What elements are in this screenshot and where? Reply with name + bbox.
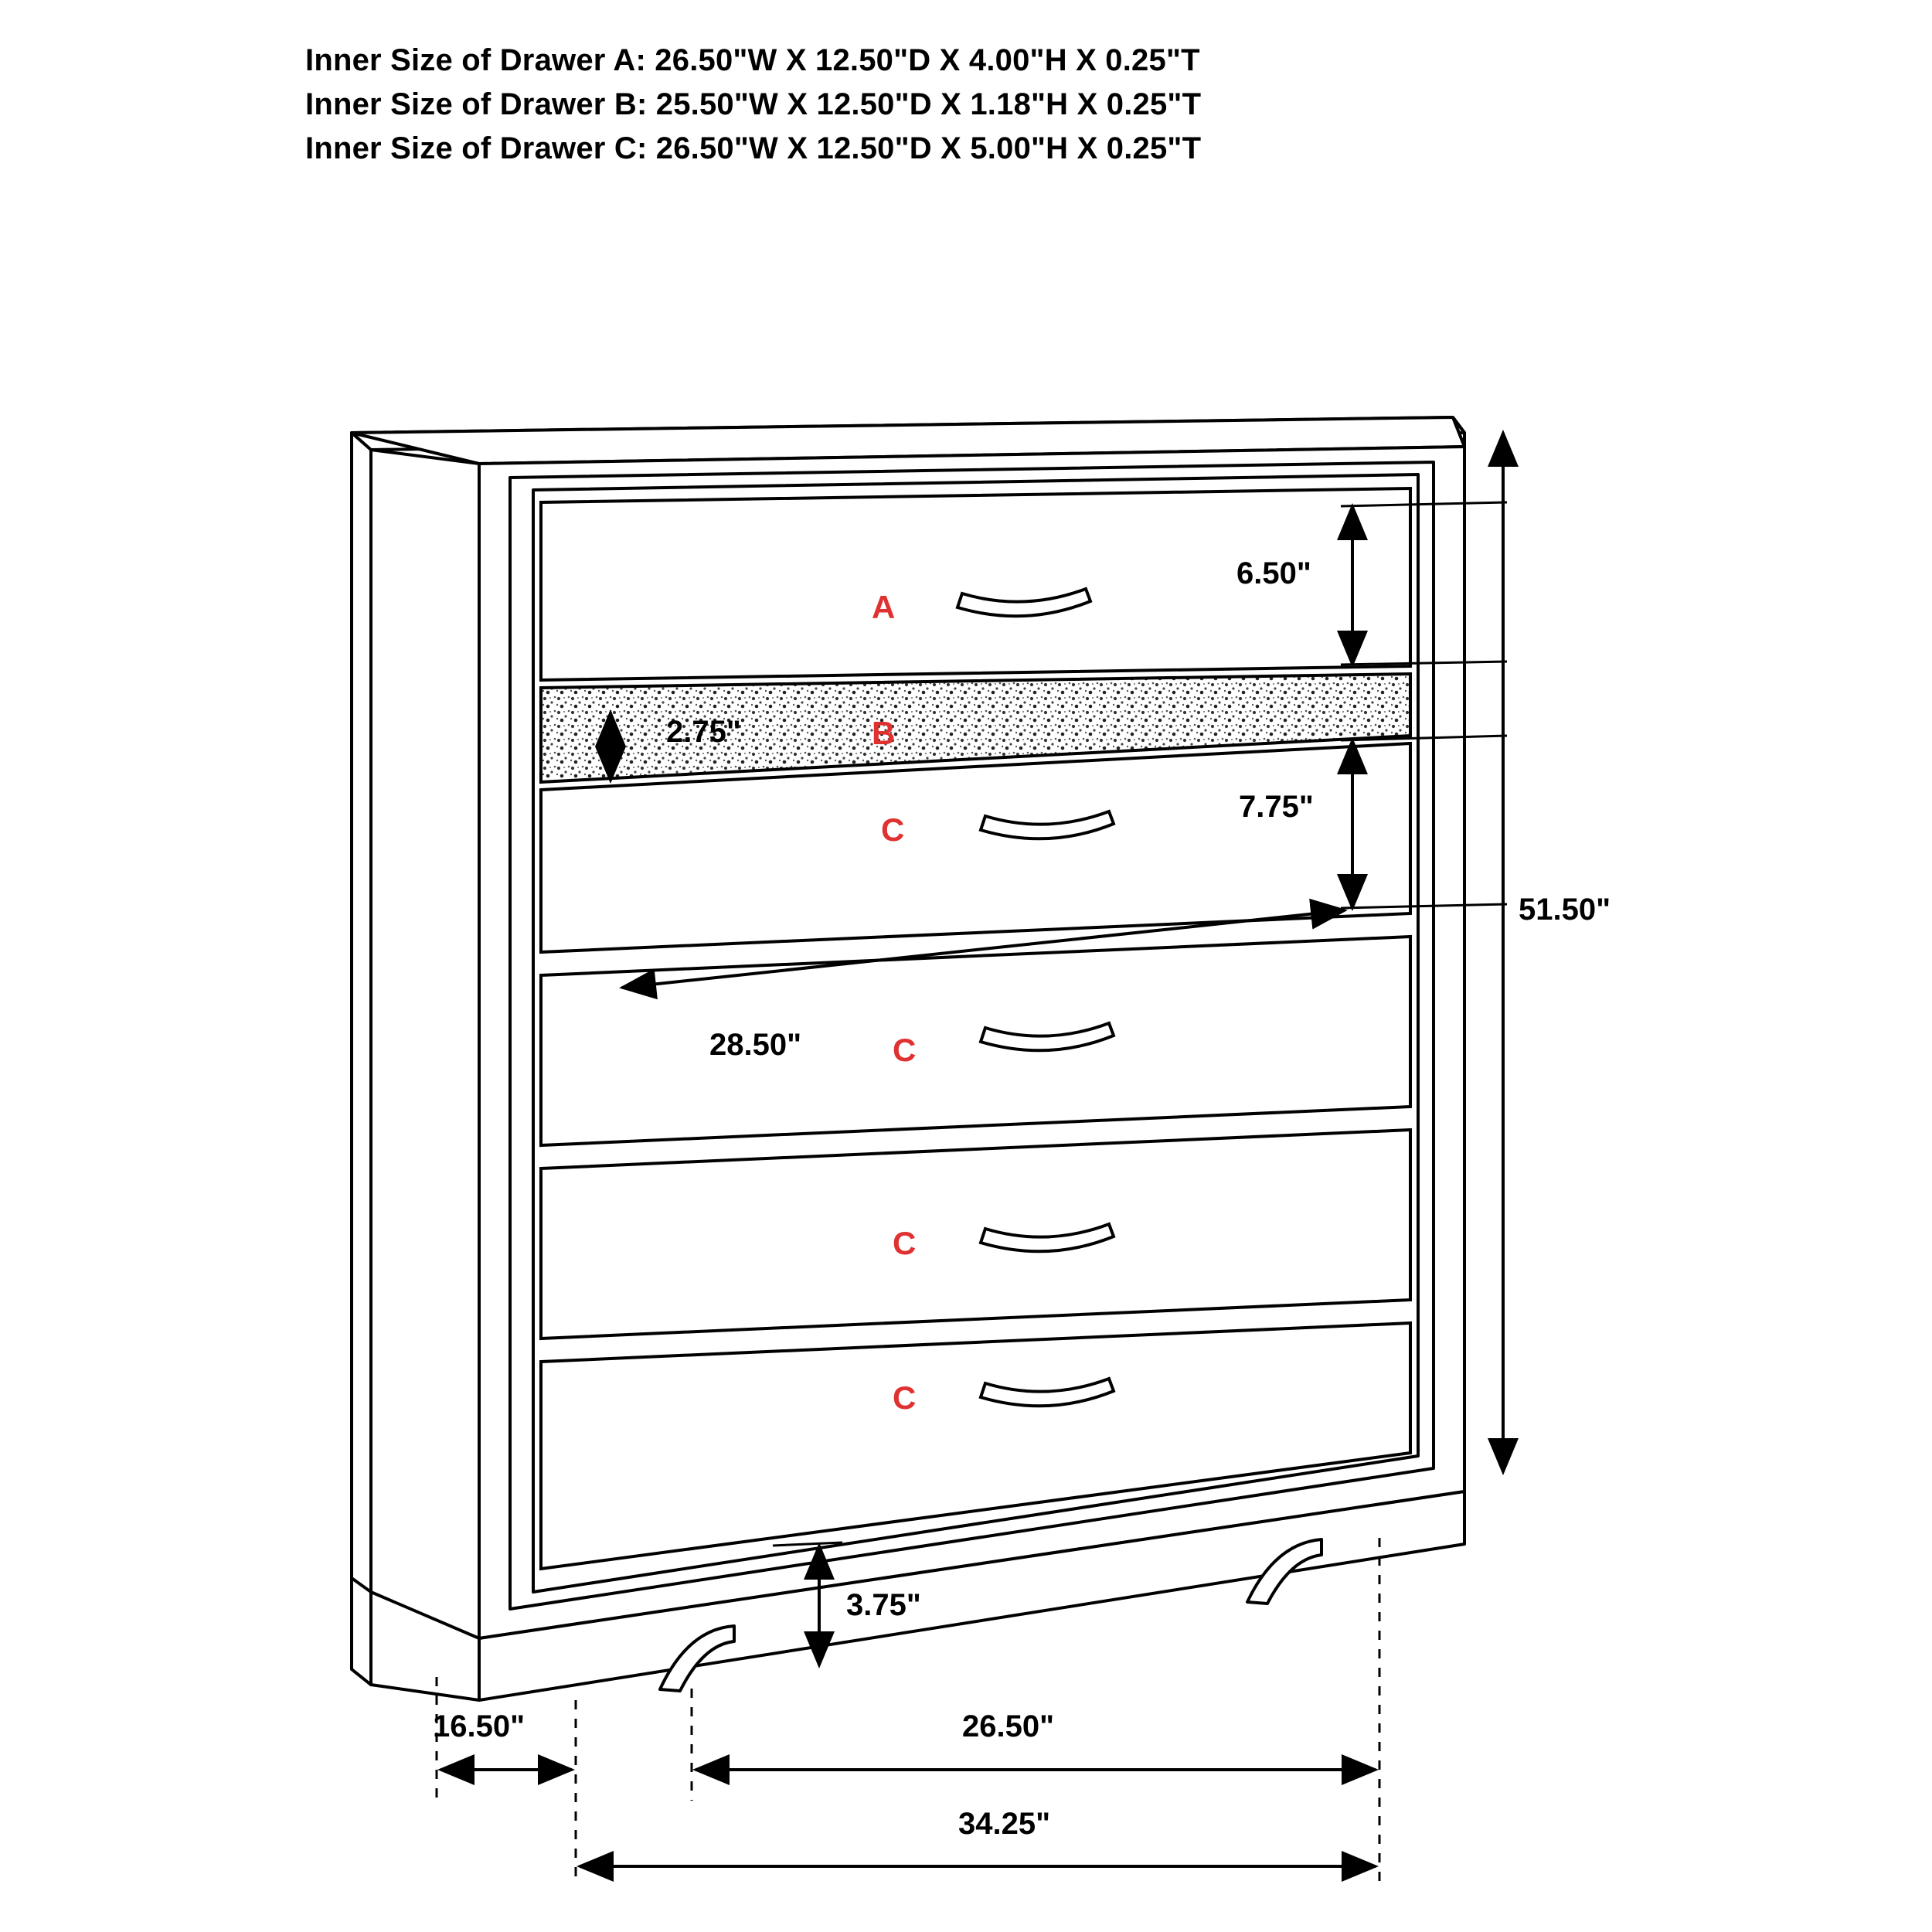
dim-label-drawer-b-height: 2.75" [666, 715, 741, 749]
drawer-front-c3 [541, 1130, 1410, 1338]
spec-line-drawer-b: Inner Size of Drawer B: 25.50"W X 12.50"D X 1.18"H X 0.25"T [305, 87, 1202, 121]
drawer-fronts [541, 488, 1410, 1569]
drawer-label-c3: C [893, 1225, 917, 1261]
dim-label-overall-height: 51.50" [1519, 893, 1611, 927]
drawer-label-c1: C [881, 811, 905, 848]
drawer-label-a: A [872, 589, 896, 625]
dim-label-drawer-c-height: 7.75" [1239, 790, 1314, 824]
drawer-label-c4: C [893, 1379, 917, 1416]
spec-line-drawer-c: Inner Size of Drawer C: 26.50"W X 12.50"D X 5.00"H X 0.25"T [305, 131, 1202, 165]
dim-label-base-clearance: 3.75" [846, 1588, 921, 1622]
drawer-front-c2 [541, 937, 1410, 1145]
spec-line-drawer-a: Inner Size of Drawer A: 26.50"W X 12.50"D X 4.00"H X 0.25"T [305, 43, 1200, 77]
dim-label-depth: 16.50" [433, 1709, 526, 1743]
dim-label-drawer-a-height: 6.50" [1236, 556, 1311, 590]
dim-label-inner-width: 28.50" [709, 1028, 802, 1062]
dim-label-front-width: 26.50" [962, 1709, 1055, 1743]
cabinet-left-outer-edge [352, 433, 371, 1685]
drawer-label-b: B [872, 715, 896, 751]
dim-label-overall-width: 34.25" [958, 1807, 1051, 1841]
cabinet-left-side [371, 450, 479, 1685]
drawer-label-c2: C [893, 1032, 917, 1068]
cabinet-plinth-left-edge [352, 1578, 371, 1685]
